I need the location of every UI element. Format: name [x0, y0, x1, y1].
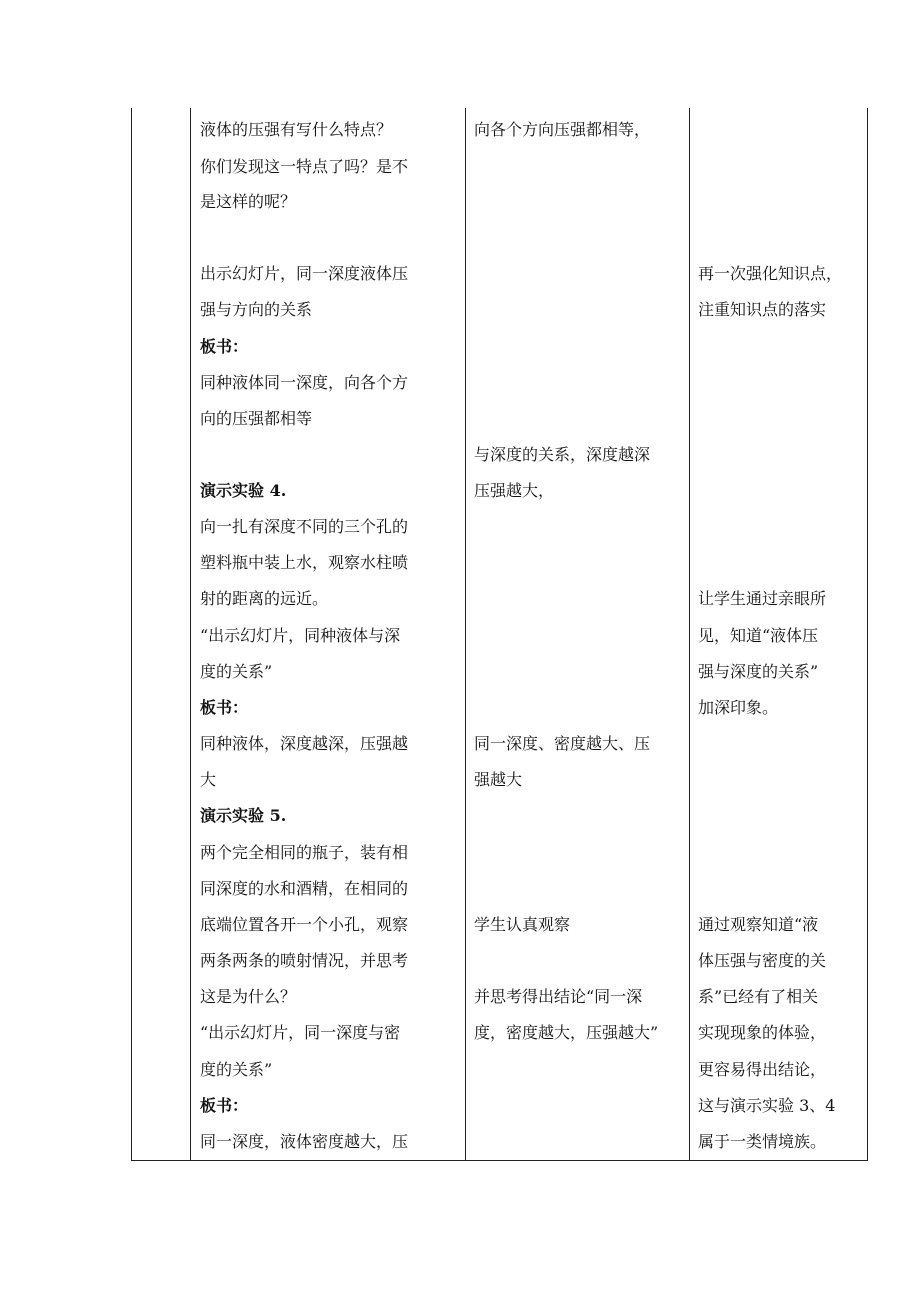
text-line: 强越大	[474, 770, 523, 789]
text-line: 同一深度、密度越大、压	[474, 734, 651, 753]
board-writing-heading: 板书：	[200, 1096, 249, 1115]
text-line: 同种液体同一深度，向各个方	[200, 373, 409, 392]
text-line: 压强越大，	[474, 481, 555, 500]
text-line: 这与演示实验 3、4	[698, 1096, 836, 1115]
table-border-right	[867, 108, 868, 1161]
text-line: 同深度的水和酒精，在相同的	[200, 879, 409, 898]
text-line: 出示幻灯片，同一深度液体压	[200, 264, 409, 283]
text-line: 体压强与密度的关	[698, 951, 827, 970]
text-line: 并思考得出结论“同一深	[474, 987, 643, 1006]
board-writing-heading: 板书：	[200, 698, 249, 717]
text-line: 你们发现这一特点了吗？是不	[200, 157, 409, 176]
text-line: 度的关系”	[200, 1060, 273, 1079]
text-line: 通过观察知道“液	[698, 915, 819, 934]
text-line: 向各个方向压强都相等，	[474, 120, 651, 139]
text-line: 与深度的关系，深度越深	[474, 445, 651, 464]
text-line: 属于一类情境族。	[698, 1132, 827, 1151]
text-line: 注重知识点的落实	[698, 300, 827, 319]
text-line: 液体的压强有写什么特点？	[200, 120, 393, 139]
text-line: 向一扎有深度不同的三个孔的	[200, 517, 409, 536]
text-line: “出示幻灯片，同种液体与深	[200, 626, 401, 645]
text-line: 强与深度的关系”	[698, 662, 819, 681]
text-line: “出示幻灯片，同一深度与密	[200, 1023, 401, 1042]
text-line: 度的关系”	[200, 662, 273, 681]
text-line: 这是为什么？	[200, 987, 297, 1006]
text-line: 射的距离的远近。	[200, 589, 329, 608]
text-line: 强与方向的关系	[200, 300, 313, 319]
table-divider-2	[465, 108, 466, 1161]
text-line: 实现现象的体验，	[698, 1023, 827, 1042]
text-line: 向的压强都相等	[200, 409, 313, 428]
text-line: 底端位置各开一个小孔，观察	[200, 915, 409, 934]
text-line: 更容易得出结论，	[698, 1060, 827, 1079]
text-line: 同种液体，深度越深，压强越	[200, 734, 409, 753]
text-line: 同一深度，液体密度越大，压	[200, 1132, 409, 1151]
text-line: 让学生通过亲眼所	[698, 589, 827, 608]
table-border-left	[131, 108, 132, 1161]
text-line: 学生认真观察	[474, 915, 571, 934]
text-line: 系”已经有了相关	[698, 987, 819, 1006]
experiment-heading: 演示实验 4.	[200, 481, 287, 500]
table-divider-3	[689, 108, 690, 1161]
text-line: 度，密度越大，压强越大”	[474, 1023, 659, 1042]
text-line: 是这样的呢？	[200, 192, 297, 211]
text-line: 加深印象。	[698, 698, 779, 717]
text-line: 再一次强化知识点，	[698, 264, 843, 283]
text-line: 两条两条的喷射情况，并思考	[200, 951, 409, 970]
text-line: 塑料瓶中装上水，观察水柱喷	[200, 553, 409, 572]
text-line: 大	[200, 770, 217, 789]
table-bottom-border	[131, 1160, 868, 1161]
board-writing-heading: 板书：	[200, 337, 249, 356]
text-line: 两个完全相同的瓶子，装有相	[200, 843, 409, 862]
experiment-heading: 演示实验 5.	[200, 806, 287, 825]
text-line: 见，知道“液体压	[698, 626, 819, 645]
table-divider-1	[190, 108, 191, 1161]
